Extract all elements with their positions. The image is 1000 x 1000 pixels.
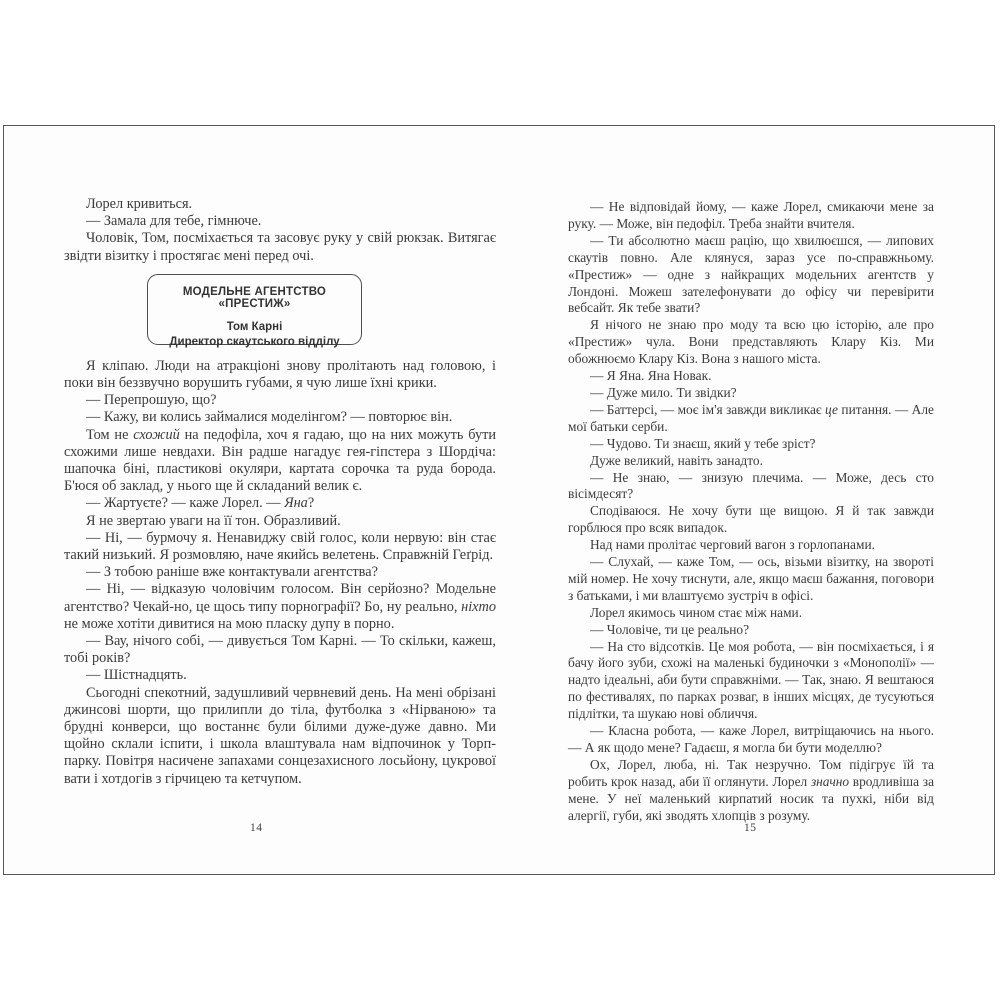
page-number-right: 15 <box>744 822 757 834</box>
paragraph: — Ти абсолютно маєш рацію, що хвилюєшся, — липових скаутів повно. Але клянуся, зараз усе по-справжньому. «Престиж» — одне з найкращих модельних агентств у Лондоні. Можеш зателефонувати до офісу чи перевірити вебсайт. Як тебе звати? <box>568 232 934 316</box>
paragraph: — Чоловіче, ти це реально? <box>590 621 750 637</box>
left-page <box>4 126 501 874</box>
paragraph: Ох, Лорел, люба, ні. Так незручно. Том підігрує їй та робить крок назад, аби її оглянути. Лорел значно вродливіша за мене. У неї маленький кирпатий носик та пухкі, ніби від алергії, губи, які зводять хлопців з розуму. <box>568 756 935 823</box>
paragraph: Сьогодні спекотний, задушливий червневий день. На мені обрізані джинсові шорти, що прилипли до тіла, футболка з «Нірваною» та брудні конверси, що востаннє були білими дуже-дуже давно. Ми щойно склали іспити, і школа влаштувала нам відпочинок у Торп-парку. Повітря насичене запахами сонцезахисного лосьйону, цукрової вати і хотдогів з гірчицею та кетчупом. <box>64 684 496 787</box>
paragraph: — Ні, — відказую чоловічим голосом. Він серйозно? Модельне агентство? Чекай-но, це щось типу порнографії? Бо, ну реально, ніхто не може хотіти дивитися на мою пласку дупу в порно. <box>64 581 496 632</box>
paragraph: — На сто відсотків. Це моя робота, — він посміхається, і я бачу його зуби, схожі на маленькі будиночки з «Монополії» — надто ідеальні, аби бути справжніми. — Так, знаю. Я вештаюся по фестивалях, по парках розваг, в інших місцях, де тусуються підлітки, та шукаю нові обличчя. <box>568 638 934 722</box>
book-spread <box>3 125 995 875</box>
paragraph: Дуже великий, навіть занадто. <box>590 452 763 468</box>
paragraph: Лорел кривиться. <box>86 196 193 212</box>
business-card-job-title: Директор скаутського відділу <box>169 335 340 348</box>
paragraph: — Я Яна. Яна Новак. <box>590 368 712 384</box>
paragraph: Том не схожий на педофіла, хоч я гадаю, що на них можуть бути схожими лише невдахи. Він радше нагадує гея-гіпстера з Шордіча: шапочка біні, пластикові окуляри, картата сорочка та руда борода. Б'юся об заклад, у нього ще й складаний велик є. <box>64 426 496 495</box>
paragraph: — Класна робота, — каже Лорел, витріщаючись на нього. — А як щодо мене? Гадаєш, я могла би бути моделлю? <box>568 723 934 755</box>
paragraph: — Ні, — бурмочу я. Ненавиджу свій голос, коли нервую: він стає такий низький. Я розмовляю, наче якийсь велетень. Справжній Геґрід. <box>64 529 496 564</box>
paragraph: — Замала для тебе, гімнюче. <box>86 213 262 230</box>
paragraph: — Перепрошую, що? <box>86 392 217 409</box>
paragraph: Сподіваюся. Не хочу бути ще вищою. Я й так завжди горблюся про всяк випадок. <box>568 503 934 536</box>
business-card-agency-name: МОДЕЛЬНЕ АГЕНТСТВО «ПРЕСТИЖ» <box>182 285 327 310</box>
right-page-text-column <box>568 199 934 825</box>
paragraph: Чоловік, Том, посміхається та засовує руку у свій рюкзак. Витягає звідти візитку і простягає мені перед очі. <box>64 230 496 264</box>
paragraph: — З тобою раніше вже контактували агентства? <box>86 564 378 581</box>
paragraph: — Шістнадцять. <box>86 667 187 684</box>
paragraph: Над нами пролітає черговий вагон з горлопанами. <box>590 537 875 553</box>
right-page <box>501 126 996 874</box>
paragraph: — Не відповідай йому, — каже Лорел, смикаючи мене за руку. — Може, він педофіл. Треба знайти вчителя. <box>568 199 934 231</box>
left-page-text-column <box>64 196 496 788</box>
paragraph: — Вау, нічого собі, — дивується Том Карні. — То скільки, кажеш, тобі років? <box>64 633 496 667</box>
page-number-left: 14 <box>250 822 263 834</box>
paragraph: — Жартуєте? — каже Лорел. — Яна? <box>86 495 315 512</box>
right-page-paragraphs <box>568 199 934 825</box>
paragraph: — Баттерсі, — моє ім'я завжди викликає це питання. — Але мої батьки серби. <box>568 401 934 434</box>
paragraph: — Не знаю, — знизую плечима. — Може, десь сто вісімдесят? <box>568 469 934 502</box>
paragraph: — Чудово. Ти знаєш, який у тебе зріст? <box>590 435 816 451</box>
paragraph: Я нічого не знаю про моду та всю цю історію, але про «Престиж» чула. Вони представляють Клару Кіз. Ми обожнюємо Клару Кіз. Вона з нашого міста. <box>568 317 934 367</box>
left-page-paragraphs-after-card <box>64 358 496 788</box>
paragraph: — Слухай, — каже Том, — ось, візьми візитку, на звороті мій номер. Не хочу тиснути, але, якщо маєш бажання, поговори з батьками, і ми влаштуємо зустріч в офісі. <box>568 554 934 603</box>
paragraph: Лорел якимось чином стає між нами. <box>590 604 803 620</box>
paragraph: Я не звертаю уваги на її тон. Образливий. <box>86 512 341 529</box>
left-page-paragraphs-before-card <box>64 196 496 265</box>
paragraph: — Кажу, ви колись займалися моделінгом? — повторює він. <box>86 409 453 426</box>
paragraph: Я кліпаю. Люди на атракціоні знову пролітають над головою, і поки він беззвучно ворушить губами, я чую лише їхні крики. <box>64 357 496 392</box>
business-card <box>147 274 362 348</box>
paragraph: — Дуже мило. Ти звідки? <box>590 384 737 400</box>
business-card-person-name: Том Карні <box>226 320 283 333</box>
